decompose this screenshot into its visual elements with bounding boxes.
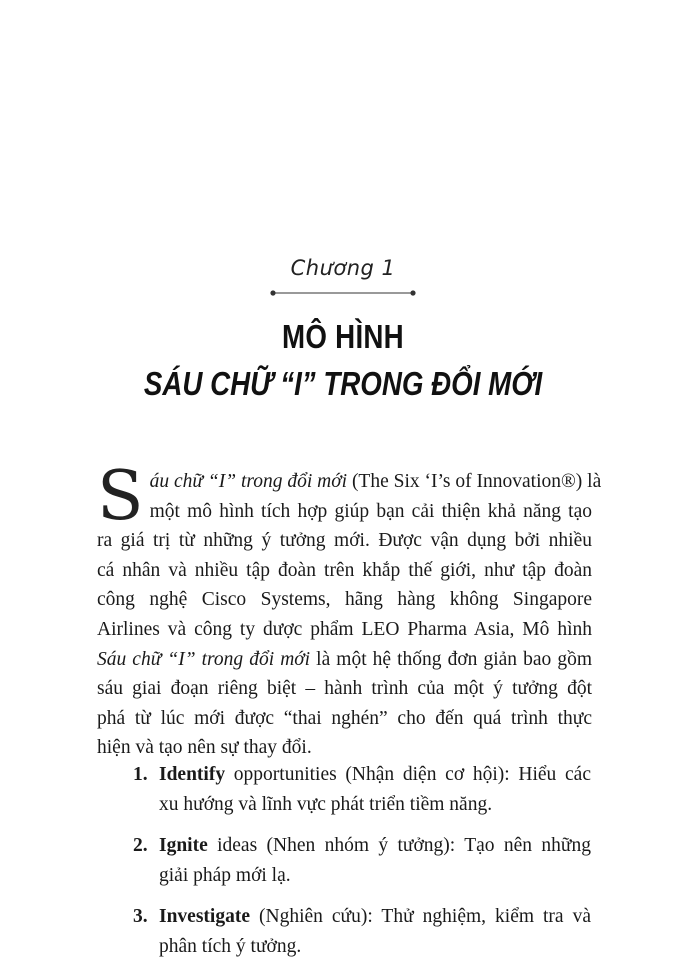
chapter-title-line-2: SÁU CHỮ “I” TRONG ĐỔI MỚI: [143, 365, 543, 402]
numbered-list: [133, 760, 591, 974]
list-item: [133, 760, 591, 819]
text-run: ideas (Nhen nhóm ý tưởng): Tạo nên những: [207, 835, 591, 857]
list-term: Investigate: [159, 906, 250, 928]
list-line: [159, 760, 591, 790]
list-line: xu hướng và lĩnh vực phát triển tiềm năng.: [159, 793, 493, 815]
chapter-label: Chương 1: [290, 256, 396, 280]
paragraph-line: công nghệ Cisco Systems, hãng hàng không Singapore: [97, 589, 592, 611]
paragraph-line: một mô hình tích hợp giúp bạn cải thiện khả năng tạo: [149, 500, 592, 522]
list-line: phân tích ý tưởng.: [159, 935, 302, 957]
title-ornament: [270, 289, 416, 297]
text-run: (The Six ‘I’s of Innovation®) là: [347, 471, 602, 492]
drop-cap: S: [97, 457, 144, 536]
list-line: [159, 831, 591, 861]
text-run: (Nghiên cứu): Thử nghiệm, kiểm tra và: [250, 906, 591, 928]
paragraph-line: hiện và tạo nên sự thay đổi.: [97, 737, 312, 759]
list-number: 1.: [133, 764, 148, 785]
paragraph-line: cá nhân và nhiều tập đoàn trên khắp thế giới, như tập đoàn: [97, 559, 592, 581]
list-term: Ignite: [159, 835, 208, 857]
text-run: opportunities (Nhận diện cơ hội): Hiểu các: [225, 764, 591, 785]
list-item: [133, 831, 591, 890]
list-number: 2.: [133, 835, 148, 857]
text-run: là một hệ thống đơn giản bao gồm: [310, 648, 592, 670]
list-term: Identify: [159, 764, 226, 785]
paragraph-line: [97, 467, 602, 497]
paragraph-line: [97, 645, 592, 675]
paragraph-line: Airlines và công ty dược phẩm LEO Pharma Asia, Mô hình: [97, 618, 592, 640]
list-line: [159, 902, 591, 932]
paragraph-line: ra giá trị từ những ý tưởng mới. Được vận dụng bởi nhiều: [97, 530, 592, 552]
list-number: 3.: [133, 906, 148, 928]
list-line: giải pháp mới lạ.: [159, 864, 291, 886]
italic-phrase: Sáu chữ “I” trong đổi mới: [97, 648, 311, 670]
paragraph-line: phá từ lúc mới được “thai nghén” cho đến quá trình thực: [97, 707, 592, 729]
italic-phrase: áu chữ “I” trong đổi mới: [149, 471, 348, 492]
list-item: [133, 902, 591, 961]
paragraph-line: sáu giai đoạn riêng biệt – hành trình của một ý tưởng đột: [97, 678, 592, 700]
intro-paragraph: [97, 457, 602, 763]
chapter-title-line-1: MÔ HÌNH: [282, 318, 404, 355]
